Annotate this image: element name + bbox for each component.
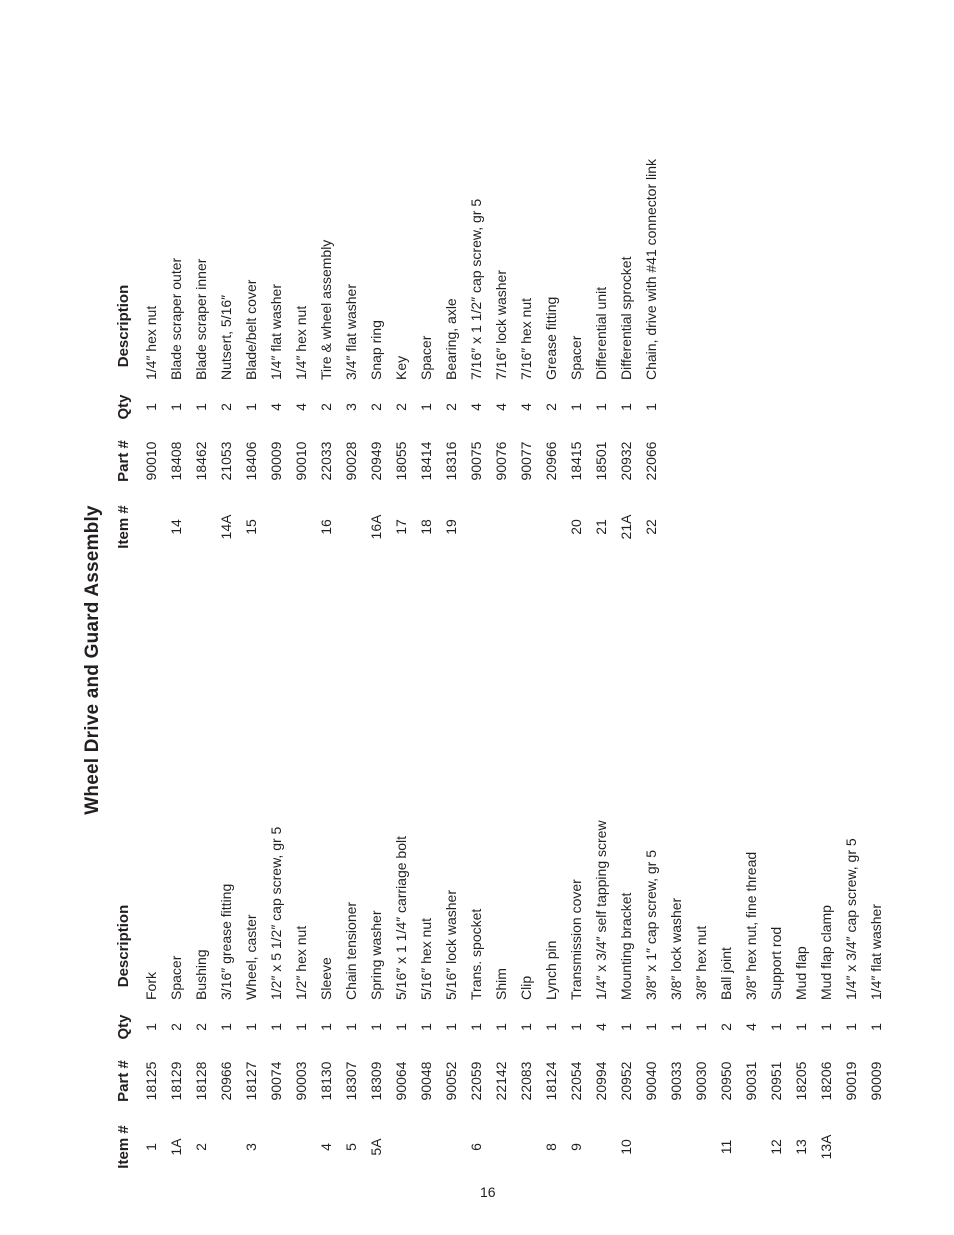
quantity-cell: 2 [217, 403, 234, 411]
table-row [438, 0, 463, 560]
part-number-cell: 18205 [792, 1061, 809, 1101]
table-row [563, 0, 588, 560]
description-cell: Transmission cover [567, 879, 584, 1000]
table-row [363, 570, 388, 1180]
quantity-cell: 1 [342, 1023, 359, 1031]
part-number-cell: 22066 [642, 441, 659, 481]
part-number-cell: 22142 [492, 1061, 509, 1101]
part-number-cell: 20932 [617, 441, 634, 481]
part-number-cell: 90040 [642, 1061, 659, 1101]
header-item: Item # [114, 1125, 132, 1169]
description-cell: Nutsert, 5/16″ [217, 294, 234, 380]
quantity-cell: 1 [567, 403, 584, 411]
item-number-cell: 14 [167, 519, 184, 535]
description-cell: Blade scraper inner [192, 258, 209, 380]
table-row [438, 570, 463, 1180]
quantity-cell: 4 [267, 403, 284, 411]
description-cell: Ball joint [717, 947, 734, 1000]
table-row [388, 570, 413, 1180]
quantity-cell: 1 [317, 1023, 334, 1031]
table-row [313, 0, 338, 560]
description-cell: Spacer [167, 955, 184, 1000]
item-number-cell: 9 [567, 1143, 584, 1151]
item-number-cell: 15 [242, 519, 259, 535]
part-number-cell: 18055 [392, 441, 409, 481]
table-row [563, 570, 588, 1180]
table-row [538, 570, 563, 1180]
item-number-cell: 6 [467, 1143, 484, 1151]
table-row [538, 0, 563, 560]
description-cell: 3/8″ lock washer [667, 897, 684, 1000]
quantity-cell: 1 [492, 1023, 509, 1031]
table-row [163, 570, 188, 1180]
table-row [138, 0, 163, 560]
description-cell: 1/2″ hex nut [292, 925, 309, 1000]
description-cell: 1/4″ flat washer [867, 903, 884, 1000]
part-number-cell: 18128 [192, 1061, 209, 1101]
part-number-cell: 20966 [217, 1061, 234, 1101]
description-cell: 1/2″ x 5 1/2″ cap screw, gr 5 [267, 826, 284, 1000]
table-body [138, 0, 663, 560]
description-cell: 3/8″ hex nut, fine thread [742, 851, 759, 1000]
table-row [338, 0, 363, 560]
item-number-cell: 4 [317, 1143, 334, 1151]
part-number-cell: 18130 [317, 1061, 334, 1101]
quantity-cell: 2 [542, 403, 559, 411]
item-number-cell: 10 [617, 1139, 634, 1155]
table-row [488, 0, 513, 560]
quantity-cell: 1 [642, 403, 659, 411]
part-number-cell: 90030 [692, 1061, 709, 1101]
description-cell: 3/8″ hex nut [692, 925, 709, 1000]
part-number-cell: 22033 [317, 441, 334, 481]
table-header [108, 570, 138, 1180]
description-cell: Support rod [767, 926, 784, 1000]
part-number-cell: 20949 [367, 441, 384, 481]
part-number-cell: 90009 [267, 441, 284, 481]
part-number-cell: 18501 [592, 441, 609, 481]
table-row [188, 0, 213, 560]
description-cell: 1/4″ flat washer [267, 283, 284, 380]
part-number-cell: 90048 [417, 1061, 434, 1101]
table-row [138, 570, 163, 1180]
header-qty: Qty [114, 394, 132, 420]
quantity-cell: 4 [592, 1023, 609, 1031]
description-cell: Chain tensioner [342, 901, 359, 1000]
table-row [288, 570, 313, 1180]
item-number-cell: 19 [442, 519, 459, 535]
part-number-cell: 90064 [392, 1061, 409, 1101]
item-number-cell: 2 [192, 1143, 209, 1151]
table-row [588, 570, 613, 1180]
description-cell: Mounting bracket [617, 892, 634, 1000]
item-number-cell: 13 [792, 1139, 809, 1155]
item-number-cell: 3 [242, 1143, 259, 1151]
item-number-cell: 11 [717, 1139, 734, 1155]
description-cell: Mud flap clamp [817, 905, 834, 1000]
quantity-cell: 1 [392, 1023, 409, 1031]
header-description: Description [114, 284, 132, 368]
item-number-cell: 21 [592, 519, 609, 535]
description-cell: Wheel, caster [242, 914, 259, 1000]
table-row [763, 570, 788, 1180]
item-number-cell: 1A [167, 1138, 184, 1156]
description-cell: 3/16″ grease fitting [217, 883, 234, 1000]
quantity-cell: 1 [567, 1023, 584, 1031]
part-number-cell: 90028 [342, 441, 359, 481]
table-row [263, 570, 288, 1180]
table-row [288, 0, 313, 560]
description-cell: Bearing, axle [442, 298, 459, 380]
part-number-cell: 20952 [617, 1061, 634, 1101]
item-number-cell: 13A [817, 1134, 834, 1160]
table-row [413, 570, 438, 1180]
part-number-cell: 18206 [817, 1061, 834, 1101]
item-number-cell: 22 [642, 519, 659, 535]
quantity-cell: 1 [192, 403, 209, 411]
header-description: Description [114, 904, 132, 988]
part-number-cell: 18127 [242, 1061, 259, 1101]
part-number-cell: 90009 [867, 1061, 884, 1101]
part-number-cell: 90003 [292, 1061, 309, 1101]
table-row [713, 570, 738, 1180]
part-number-cell: 18316 [442, 441, 459, 481]
table-row [463, 570, 488, 1180]
part-number-cell: 90076 [492, 441, 509, 481]
description-cell: Key [392, 355, 409, 380]
description-cell: Clip [517, 975, 534, 1000]
header-part: Part # [114, 440, 132, 482]
part-number-cell: 20994 [592, 1061, 609, 1101]
description-cell: 3/8″ x 1″ cap screw, gr 5 [642, 850, 659, 1000]
quantity-cell: 2 [717, 1023, 734, 1031]
description-cell: Shim [492, 968, 509, 1000]
part-number-cell: 20950 [717, 1061, 734, 1101]
table-row [463, 0, 488, 560]
description-cell: Blade/belt cover [242, 279, 259, 380]
item-number-cell: 20 [567, 519, 584, 535]
quantity-cell: 1 [292, 1023, 309, 1031]
item-number-cell: 16A [367, 514, 384, 540]
part-number-cell: 20966 [542, 441, 559, 481]
quantity-cell: 1 [142, 403, 159, 411]
table-row [488, 570, 513, 1180]
table-row [638, 570, 663, 1180]
description-cell: 1/4″ hex nut [142, 305, 159, 380]
description-cell: Spacer [567, 335, 584, 380]
part-number-cell: 18309 [367, 1061, 384, 1101]
part-number-cell: 90052 [442, 1061, 459, 1101]
table-row [613, 570, 638, 1180]
description-cell: 5/16″ x 1 1/4″ carriage bolt [392, 835, 409, 1000]
quantity-cell: 4 [492, 403, 509, 411]
quantity-cell: 1 [842, 1023, 859, 1031]
quantity-cell: 1 [642, 1023, 659, 1031]
table-row [263, 0, 288, 560]
rotated-parts-page [70, 140, 884, 1180]
quantity-cell: 1 [467, 1023, 484, 1031]
quantity-cell: 4 [517, 403, 534, 411]
part-number-cell: 18307 [342, 1061, 359, 1101]
table-row [238, 570, 263, 1180]
quantity-cell: 1 [242, 1023, 259, 1031]
description-cell: 7/16″ x 1 1/2″ cap screw, gr 5 [467, 198, 484, 380]
description-cell: Mud flap [792, 946, 809, 1000]
description-cell: 7/16″ hex nut [517, 297, 534, 380]
item-number-cell: 5 [342, 1143, 359, 1151]
table-row [863, 570, 888, 1180]
part-number-cell: 22054 [567, 1061, 584, 1101]
table-row [238, 0, 263, 560]
quantity-cell: 1 [767, 1023, 784, 1031]
table-row [838, 570, 863, 1180]
item-number-cell: 1 [142, 1143, 159, 1151]
quantity-cell: 1 [142, 1023, 159, 1031]
item-number-cell: 5A [367, 1138, 384, 1156]
part-number-cell: 90033 [667, 1061, 684, 1101]
part-number-cell: 20951 [767, 1061, 784, 1101]
description-cell: 1/4″ hex nut [292, 305, 309, 380]
table-row [688, 570, 713, 1180]
description-cell: 1/4″ x 3/4″ cap screw, gr 5 [842, 838, 859, 1000]
description-cell: Bushing [192, 949, 209, 1000]
part-number-cell: 90010 [142, 441, 159, 481]
table-row [513, 570, 538, 1180]
description-cell: Differential unit [592, 286, 609, 380]
description-cell: Spring washer [367, 910, 384, 1000]
quantity-cell: 1 [242, 403, 259, 411]
table-row [788, 570, 813, 1180]
part-number-cell: 90074 [267, 1061, 284, 1101]
table-row [338, 570, 363, 1180]
part-number-cell: 21053 [217, 441, 234, 481]
parts-table-left [108, 570, 888, 1180]
description-cell: 5/16″ hex nut [417, 917, 434, 1000]
item-number-cell: 14A [217, 514, 234, 540]
table-row [638, 0, 663, 560]
table-row [313, 570, 338, 1180]
description-cell: Blade scraper outer [167, 257, 184, 380]
quantity-cell: 3 [342, 403, 359, 411]
description-cell: Tire & wheel assembly [317, 239, 334, 380]
quantity-cell: 1 [417, 1023, 434, 1031]
quantity-cell: 1 [617, 1023, 634, 1031]
table-row [213, 0, 238, 560]
item-number-cell: 12 [767, 1139, 784, 1155]
page-number: 16 [480, 1184, 496, 1200]
quantity-cell: 1 [167, 403, 184, 411]
part-number-cell: 18129 [167, 1061, 184, 1101]
quantity-cell: 1 [217, 1023, 234, 1031]
table-row [388, 0, 413, 560]
table-row [738, 570, 763, 1180]
quantity-cell: 1 [517, 1023, 534, 1031]
description-cell: 7/16″ lock washer [492, 269, 509, 380]
part-number-cell: 90010 [292, 441, 309, 481]
header-part: Part # [114, 1060, 132, 1102]
page-title: Wheel Drive and Guard Assembly [82, 505, 103, 815]
table-row [813, 570, 838, 1180]
part-number-cell: 18124 [542, 1061, 559, 1101]
table-row [363, 0, 388, 560]
table-row [588, 0, 613, 560]
item-number-cell: 8 [542, 1143, 559, 1151]
description-cell: Sleeve [317, 957, 334, 1000]
part-number-cell: 22059 [467, 1061, 484, 1101]
part-number-cell: 18125 [142, 1061, 159, 1101]
header-item: Item # [114, 505, 132, 549]
part-number-cell: 18462 [192, 441, 209, 481]
quantity-cell: 4 [742, 1023, 759, 1031]
table-row [513, 0, 538, 560]
quantity-cell: 1 [617, 403, 634, 411]
description-cell: Trans. spocket [467, 908, 484, 1000]
description-cell: Chain, drive with #41 connector link [642, 158, 659, 380]
description-cell: 1/4″ x 3/4″ self tapping screw [592, 820, 609, 1000]
part-number-cell: 18414 [417, 441, 434, 481]
quantity-cell: 1 [792, 1023, 809, 1031]
part-number-cell: 22083 [517, 1061, 534, 1101]
part-number-cell: 90019 [842, 1061, 859, 1101]
parts-table-right [108, 0, 663, 560]
table-row [188, 570, 213, 1180]
quantity-cell: 2 [442, 403, 459, 411]
quantity-cell: 1 [692, 1023, 709, 1031]
table-row [413, 0, 438, 560]
quantity-cell: 1 [667, 1023, 684, 1031]
quantity-cell: 1 [267, 1023, 284, 1031]
part-number-cell: 18415 [567, 441, 584, 481]
description-cell: 3/4″ flat washer [342, 283, 359, 380]
table-row [213, 570, 238, 1180]
description-cell: Snap ring [367, 320, 384, 380]
quantity-cell: 1 [592, 403, 609, 411]
description-cell: 5/16″ lock washer [442, 889, 459, 1000]
item-number-cell: 18 [417, 519, 434, 535]
description-cell: Spacer [417, 335, 434, 380]
description-cell: Lynch pin [542, 940, 559, 1000]
quantity-cell: 1 [417, 403, 434, 411]
quantity-cell: 2 [317, 403, 334, 411]
item-number-cell: 21A [617, 514, 634, 540]
item-number-cell: 16 [317, 519, 334, 535]
description-cell: Differential sprocket [617, 256, 634, 380]
table-body [138, 570, 888, 1180]
quantity-cell: 4 [467, 403, 484, 411]
quantity-cell: 1 [817, 1023, 834, 1031]
part-number-cell: 90075 [467, 441, 484, 481]
part-number-cell: 18408 [167, 441, 184, 481]
quantity-cell: 2 [367, 403, 384, 411]
part-number-cell: 90077 [517, 441, 534, 481]
quantity-cell: 1 [442, 1023, 459, 1031]
table-row [613, 0, 638, 560]
table-row [663, 570, 688, 1180]
part-number-cell: 90031 [742, 1061, 759, 1101]
table-row [163, 0, 188, 560]
item-number-cell: 17 [392, 519, 409, 535]
quantity-cell: 2 [392, 403, 409, 411]
table-header [108, 0, 138, 560]
quantity-cell: 1 [367, 1023, 384, 1031]
quantity-cell: 4 [292, 403, 309, 411]
quantity-cell: 2 [192, 1023, 209, 1031]
description-cell: Fork [142, 972, 159, 1000]
part-number-cell: 18406 [242, 441, 259, 481]
description-cell: Grease fitting [542, 296, 559, 380]
header-qty: Qty [114, 1014, 132, 1040]
quantity-cell: 1 [542, 1023, 559, 1031]
quantity-cell: 2 [167, 1023, 184, 1031]
quantity-cell: 1 [867, 1023, 884, 1031]
